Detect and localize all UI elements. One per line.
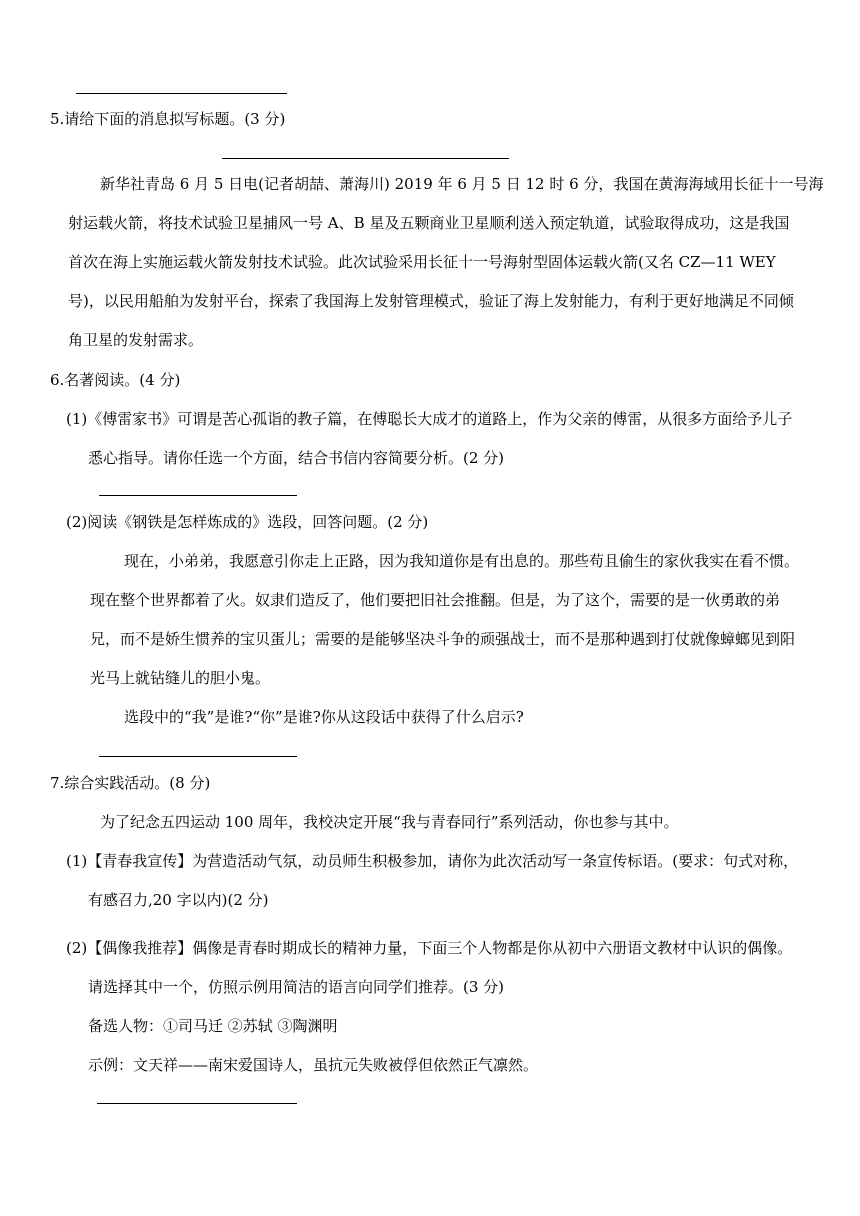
answer-line[interactable] [222, 158, 509, 159]
excerpt-line: 现在整个世界都着了火。奴隶们造反了，他们要把旧社会推翻。但是，为了这个，需要的是一伙勇敢的弟 [90, 591, 781, 609]
question-7-title: 7.综合实践活动。(8 分) [50, 774, 211, 792]
question-6-1-text: 悉心指导。请你任选一个方面，结合书信内容简要分析。(2 分) [88, 449, 505, 467]
question-7-1-text: (1)【青春我宣传】为营造活动气氛，动员师生积极参加，请你为此次活动写一条宣传标语。(要求：句式对称， [66, 852, 799, 870]
question-7-1-text: 有感召力,20 字以内)(2 分) [88, 891, 269, 909]
news-line: 新华社青岛 6 月 5 日电(记者胡喆、萧海川) 2019 年 6 月 5 日 12 时 6 分，我国在黄海海域用长征十一号海 [100, 175, 824, 193]
question-6-title: 6.名著阅读。(4 分) [50, 371, 181, 389]
news-line: 射运载火箭，将技术试验卫星捕风一号 A、B 星及五颗商业卫星顺利送入预定轨道，试验取得成功，这是我国 [68, 214, 790, 232]
question-6-2-title: (2)阅读《钢铁是怎样炼成的》选段，回答问题。(2 分) [66, 513, 429, 531]
answer-line[interactable] [99, 495, 297, 496]
excerpt-line: 现在，小弟弟，我愿意引你走上正路，因为我知道你是有出息的。那些苟且偷生的家伙我实在看不惯。 [124, 552, 800, 570]
news-line: 首次在海上实施运载火箭发射技术试验。此次试验采用长征十一号海射型固体运载火箭(又名 CZ—11 WEY [68, 253, 776, 271]
excerpt-line: 兄，而不是娇生惯养的宝贝蛋儿；需要的是能够坚决斗争的顽强战士，而不是那种遇到打仗就像蟑螂见到阳 [90, 630, 796, 648]
question-7-2-text: 请选择其中一个，仿照示例用简洁的语言向同学们推荐。(3 分) [88, 978, 505, 996]
answer-line[interactable] [76, 93, 287, 94]
answer-line[interactable] [99, 756, 297, 757]
question-5-title: 5.请给下面的消息拟写标题。(3 分) [50, 110, 286, 128]
question-7-intro: 为了纪念五四运动 100 周年，我校决定开展“我与青春同行”系列活动，你也参与其中。 [100, 813, 679, 831]
news-line: 号)，以民用船舶为发射平台，探索了我国海上发射管理模式，验证了海上发射能力，有利于更好地满足不同倾 [68, 292, 794, 310]
answer-line[interactable] [97, 1103, 297, 1104]
question-6-1-text: (1)《傅雷家书》可谓是苦心孤诣的教子篇，在傅聪长大成才的道路上，作为父亲的傅雷，从很多方面给予儿子 [66, 410, 793, 428]
question-6-2-prompt: 选段中的“我”是谁?“你”是谁?你从这段话中获得了什么启示? [124, 708, 524, 726]
example-text: 示例：文天祥——南宋爱国诗人，虽抗元失败被俘但依然正气凛然。 [88, 1056, 539, 1074]
news-line: 角卫星的发射需求。 [68, 331, 204, 349]
excerpt-line: 光马上就钻缝儿的胆小鬼。 [90, 669, 271, 687]
question-7-2-text: (2)【偶像我推荐】偶像是青春时期成长的精神力量，下面三个人物都是你从初中六册语文教材中认识的偶像。 [66, 939, 793, 957]
candidate-list: 备选人物：①司马迁 ②苏轼 ③陶渊明 [88, 1017, 338, 1035]
